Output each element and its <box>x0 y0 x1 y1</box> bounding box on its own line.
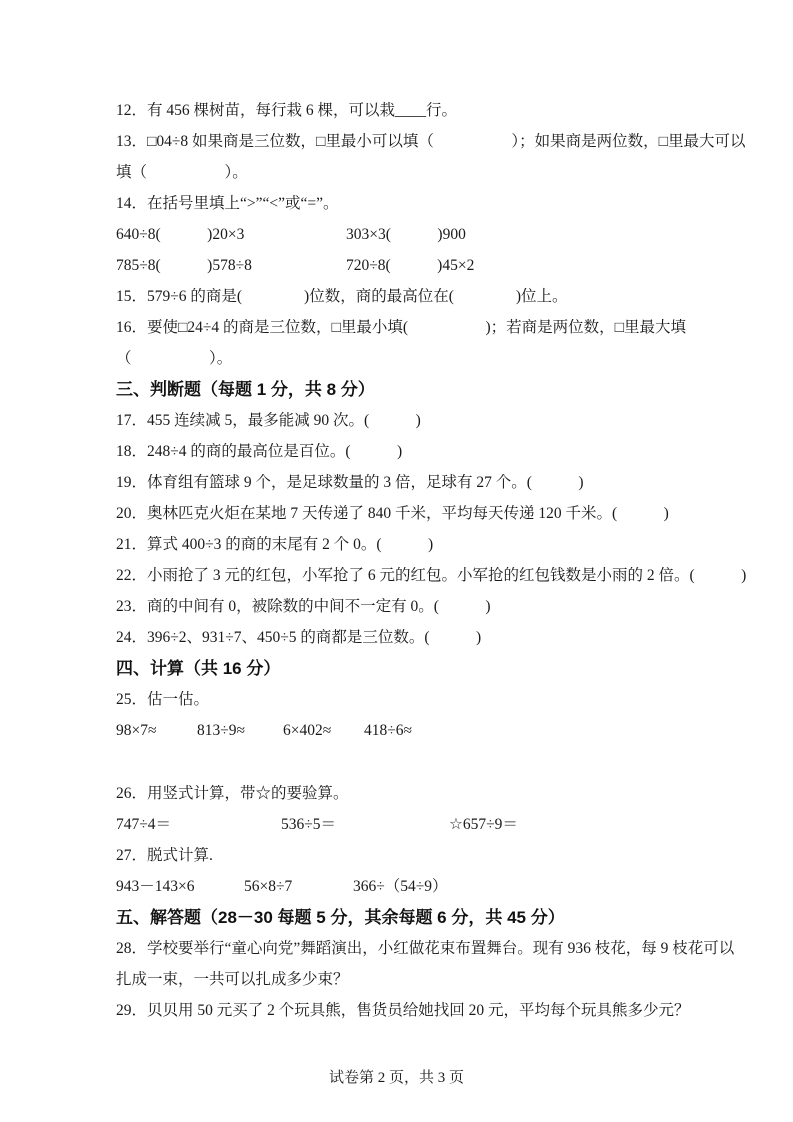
expression-98-times-7: 98×7≈ <box>116 722 157 739</box>
question-25-estimate-row <box>116 715 723 746</box>
question-13-line1: 13．□04÷8 如果商是三位数，□里最小可以填（ ）；如果商是两位数，□里最大可以 <box>116 133 746 150</box>
expression-813-div-9: 813÷9≈ <box>197 722 246 739</box>
question-15: 15．579÷6 的商是( )位数，商的最高位在( )位上。 <box>116 288 568 305</box>
question-19: 19．体育组有篮球 9 个，是足球数量的 3 倍，足球有 27 个。( ) <box>116 474 584 491</box>
expression-785-div-8: 785÷8( )578÷8 <box>116 257 252 274</box>
question-23: 23．商的中间有 0，被除数的中间不一定有 0。( ) <box>116 598 491 615</box>
question-18: 18．248÷4 的商的最高位是百位。( ) <box>116 443 403 460</box>
expression-747-div-4: 747÷4＝ <box>116 816 172 833</box>
expression-6-times-402: 6×402≈ <box>283 722 332 739</box>
question-27-stepwise-row <box>116 871 723 902</box>
section-heading-judgment: 三、判断题（每题 1 分，共 8 分） <box>116 380 375 399</box>
question-29: 29．贝贝用 50 元买了 2 个玩具熊，售货员给她找回 20 元，平均每个玩具熊多少元？ <box>116 1002 690 1019</box>
question-26: 26．用竖式计算，带☆的要验算。 <box>116 785 349 802</box>
question-16-line2: （ ）。 <box>116 350 233 367</box>
section-heading-word-problems: 五、解答题（28－30 每题 5 分，其余每题 6 分，共 45 分） <box>116 908 565 927</box>
question-21: 21．算式 400÷3 的商的末尾有 2 个 0。( ) <box>116 536 434 553</box>
question-28-line2: 扎成一束，一共可以扎成多少束？ <box>116 971 349 988</box>
expression-366-div-54-div-9: 366÷（54÷9） <box>353 878 448 895</box>
question-27: 27．脱式计算. <box>116 847 213 864</box>
expression-56-times-8-div-7: 56×8÷7 <box>244 878 293 895</box>
expression-640-div-8: 640÷8( )20×3 <box>116 226 245 243</box>
question-13-line2: 填（ ）。 <box>116 164 248 181</box>
question-14-compare-row-1 <box>116 219 723 250</box>
question-24: 24．396÷2、931÷7、450÷5 的商都是三位数。( ) <box>116 629 482 646</box>
question-16-line1: 16．要使□24÷4 的商是三位数，□里最小填( )；若商是两位数，□里最大填 <box>116 319 687 336</box>
expression-303-times-3: 303×3( )900 <box>346 226 466 243</box>
question-14: 14．在括号里填上“>”“<”或“=”。 <box>116 195 339 212</box>
question-22: 22．小雨抢了 3 元的红包，小军抢了 6 元的红包。小军抢的红包钱数是小雨的 2 倍。( ) <box>116 567 747 584</box>
question-25: 25．估一估。 <box>116 691 210 708</box>
question-17: 17．455 连续减 5，最多能减 90 次。( ) <box>116 412 421 429</box>
expression-418-div-6: 418÷6≈ <box>364 722 413 739</box>
page-footer: 试卷第 2 页，共 3 页 <box>328 1070 464 1086</box>
section-heading-calculation: 四、计算（共 16 分） <box>116 659 281 678</box>
question-14-compare-row-2 <box>116 250 723 281</box>
expression-star-657-div-9: ☆657÷9＝ <box>449 816 518 833</box>
expression-943-minus-143-times-6: 943－143×6 <box>116 878 195 895</box>
question-28-line1: 28．学校要举行“童心向党”舞蹈演出，小红做花束布置舞台。现有 936 枝花，每 9 枝花可以 <box>116 940 735 957</box>
question-20: 20．奥林匹克火炬在某地 7 天传递了 840 千米，平均每天传递 120 千米。( ) <box>116 505 669 522</box>
question-26-vertical-calc-row <box>116 809 723 840</box>
question-12: 12．有 456 棵树苗，每行栽 6 棵，可以栽____行。 <box>116 102 458 119</box>
expression-720-div-8: 720÷8( )45×2 <box>346 257 475 274</box>
expression-536-div-5: 536÷5＝ <box>281 816 337 833</box>
